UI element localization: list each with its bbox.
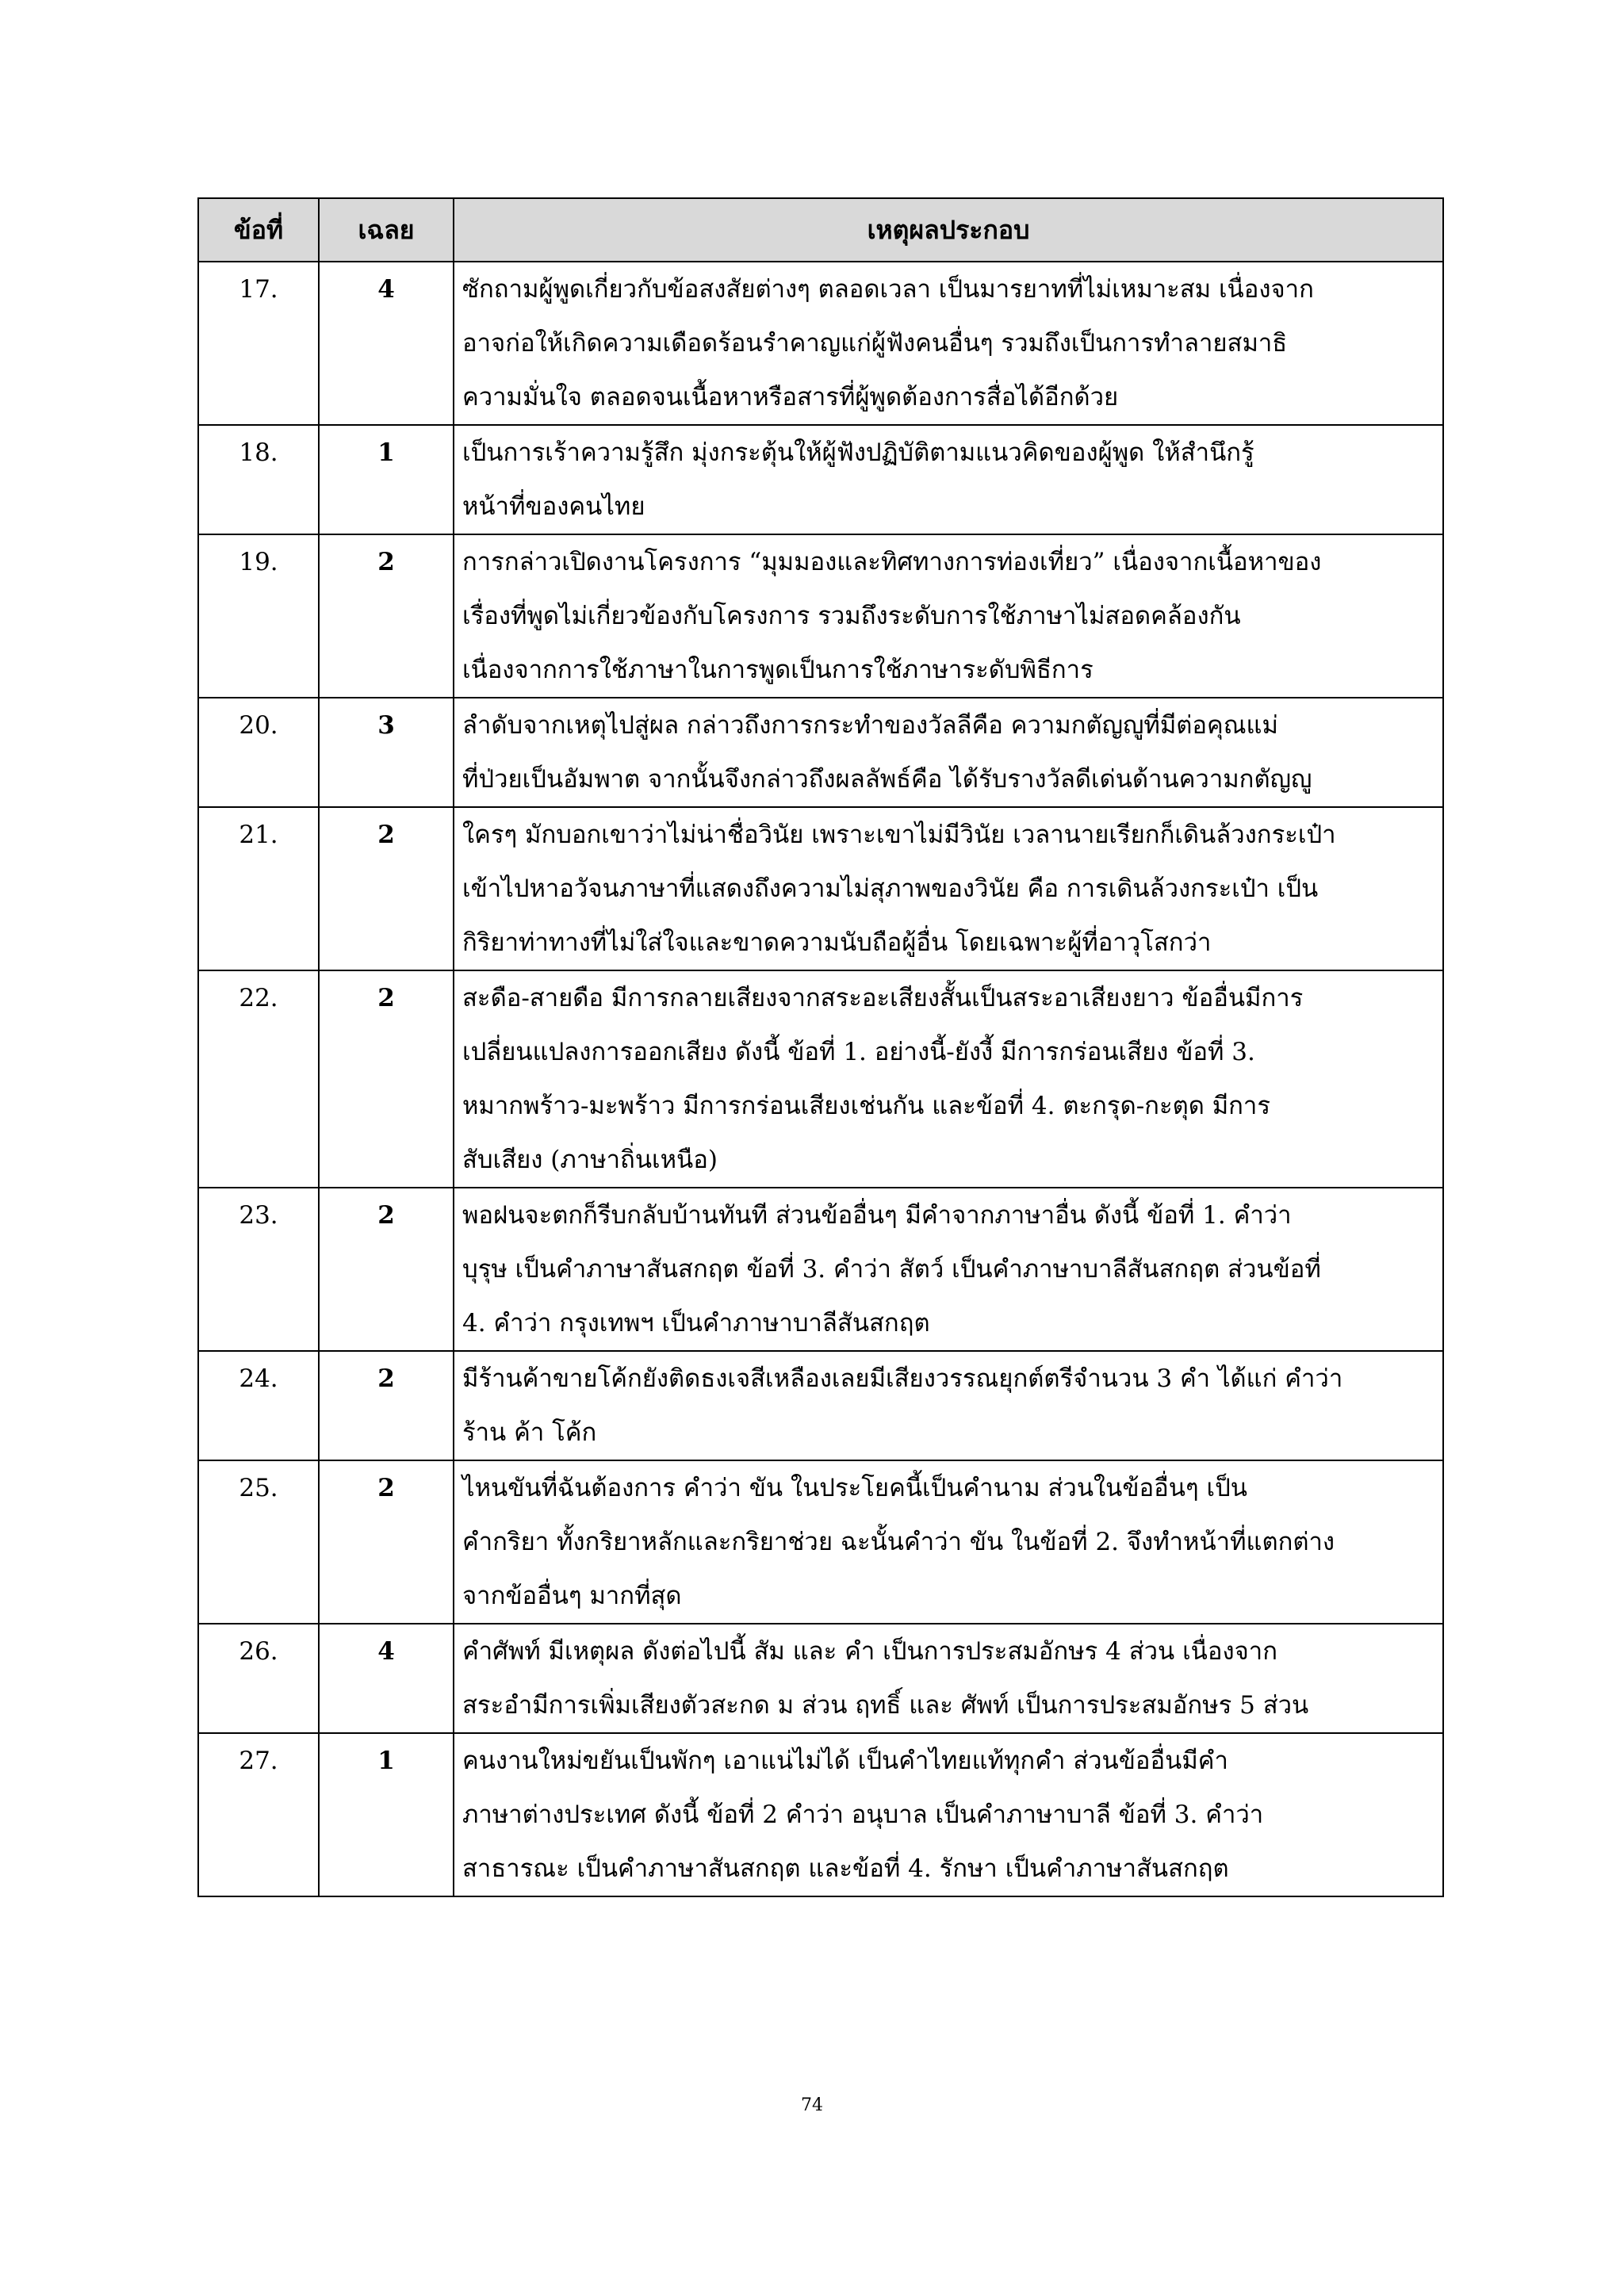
answer-cell: 1 [319, 425, 454, 534]
header-reason: เหตุผลประกอบ [454, 198, 1443, 262]
table-row [198, 970, 1443, 1188]
reason-cell: ลำดับจากเหตุไปสู่ผล กล่าวถึงการกระทำของวัลลีคือ ความกตัญญูที่มีต่อคุณแม่ ที่ป่วยเป็นอัมพาต จากนั้นจึงกล่าวถึงผลลัพธ์คือ ได้รับรางวัลดีเด่นด้านความกตัญญู [454, 698, 1443, 807]
question-number-cell: 18. [198, 425, 319, 534]
answer-cell: 1 [319, 1733, 454, 1896]
answer-cell: 2 [319, 970, 454, 1188]
reason-cell: สะดือ-สายดือ มีการกลายเสียงจากสระอะเสียงสั้นเป็นสระอาเสียงยาว ข้ออื่นมีการ เปลี่ยนแปลงการออกเสียง ดังนี้ ข้อที่ 1. อย่างนี้-ยังงี้ มีการกร่อนเสียง ข้อที่ 3. หมากพร้าว-มะพร้าว มีการกร่อนเสียงเช่นกัน และข้อที่ 4. ตะกรุด-กะตุด มีการ สับเสียง (ภาษาถิ่นเหนือ) [454, 970, 1443, 1188]
reason-cell: คนงานใหม่ขยันเป็นพักๆ เอาแน่ไม่ได้ เป็นคำไทยแท้ทุกคำ ส่วนข้ออื่นมีคำ ภาษาต่างประเทศ ดังนี้ ข้อที่ 2 คำว่า อนุบาล เป็นคำภาษาบาลี ข้อที่ 3. คำว่า สาธารณะ เป็นคำภาษาสันสกฤต และข้อที่ 4. รักษา เป็นคำภาษาสันสกฤต [454, 1733, 1443, 1896]
header-question-number: ข้อที่ [198, 198, 319, 262]
question-number-cell: 26. [198, 1624, 319, 1733]
question-number-cell: 20. [198, 698, 319, 807]
answer-key-table [197, 197, 1444, 1897]
header-row [198, 198, 1443, 262]
table-row [198, 698, 1443, 807]
reason-cell: ใครๆ มักบอกเขาว่าไม่น่าชื่อวินัย เพราะเขาไม่มีวินัย เวลานายเรียกก็เดินล้วงกระเป๋า เข้าไปหาอวัจนภาษาที่แสดงถึงความไม่สุภาพของวินัย คือ การเดินล้วงกระเป๋า เป็น กิริยาท่าทางที่ไม่ใส่ใจและขาดความนับถือผู้อื่น โดยเฉพาะผู้ที่อาวุโสกว่า [454, 807, 1443, 970]
table-row [198, 1460, 1443, 1624]
page-number: 74 [801, 2095, 823, 2115]
answer-cell: 3 [319, 698, 454, 807]
table-row [198, 1624, 1443, 1733]
question-number-cell: 21. [198, 807, 319, 970]
answer-cell: 4 [319, 262, 454, 425]
reason-cell: เป็นการเร้าความรู้สึก มุ่งกระตุ้นให้ผู้ฟังปฏิบัติตามแนวคิดของผู้พูด ให้สำนึกรู้ หน้าที่ของคนไทย [454, 425, 1443, 534]
reason-cell: คำศัพท์ มีเหตุผล ดังต่อไปนี้ สัม และ คำ เป็นการประสมอักษร 4 ส่วน เนื่องจาก สระอำมีการเพิ่มเสียงตัวสะกด ม ส่วน ฤทธิ์ และ ศัพท์ เป็นการประสมอักษร 5 ส่วน [454, 1624, 1443, 1733]
question-number-cell: 22. [198, 970, 319, 1188]
reason-cell: พอฝนจะตกก็รีบกลับบ้านทันที ส่วนข้ออื่นๆ มีคำจากภาษาอื่น ดังนี้ ข้อที่ 1. คำว่า บุรุษ เป็นคำภาษาสันสกฤต ข้อที่ 3. คำว่า สัตว์ เป็นคำภาษาบาลีสันสกฤต ส่วนข้อที่ 4. คำว่า กรุงเทพฯ เป็นคำภาษาบาลีสันสกฤต [454, 1188, 1443, 1351]
table-row [198, 1188, 1443, 1351]
table-row [198, 1351, 1443, 1460]
reason-cell: มีร้านค้าขายโค้กยังติดธงเจสีเหลืองเลยมีเสียงวรรณยุกต์ตรีจำนวน 3 คำ ได้แก่ คำว่า ร้าน ค้า โค้ก [454, 1351, 1443, 1460]
question-number-cell: 17. [198, 262, 319, 425]
table-row [198, 425, 1443, 534]
table-row [198, 262, 1443, 425]
table-body [198, 262, 1443, 1896]
reason-cell: ไหนขันที่ฉันต้องการ คำว่า ขัน ในประโยคนี้เป็นคำนาม ส่วนในข้ออื่นๆ เป็น คำกริยา ทั้งกริยาหลักและกริยาช่วย ฉะนั้นคำว่า ขัน ในข้อที่ 2. จึงทำหน้าที่แตกต่าง จากข้ออื่นๆ มากที่สุด [454, 1460, 1443, 1624]
answer-cell: 2 [319, 1460, 454, 1624]
question-number-cell: 23. [198, 1188, 319, 1351]
table-row [198, 1733, 1443, 1896]
question-number-cell: 19. [198, 534, 319, 698]
table-header [198, 198, 1443, 262]
table-row [198, 807, 1443, 970]
answer-cell: 2 [319, 807, 454, 970]
answer-cell: 2 [319, 534, 454, 698]
reason-cell: การกล่าวเปิดงานโครงการ “มุมมองและทิศทางการท่องเที่ยว” เนื่องจากเนื้อหาของ เรื่องที่พูดไม่เกี่ยวข้องกับโครงการ รวมถึงระดับการใช้ภาษาไม่สอดคล้องกัน เนื่องจากการใช้ภาษาในการพูดเป็นการใช้ภาษาระดับพิธีการ [454, 534, 1443, 698]
header-answer: เฉลย [319, 198, 454, 262]
reason-cell: ซักถามผู้พูดเกี่ยวกับข้อสงสัยต่างๆ ตลอดเวลา เป็นมารยาทที่ไม่เหมาะสม เนื่องจาก อาจก่อให้เกิดความเดือดร้อนรำคาญแก่ผู้ฟังคนอื่นๆ รวมถึงเป็นการทำลายสมาธิ ความมั่นใจ ตลอดจนเนื้อหาหรือสารที่ผู้พูดต้องการสื่อได้อีกด้วย [454, 262, 1443, 425]
question-number-cell: 25. [198, 1460, 319, 1624]
answer-cell: 2 [319, 1188, 454, 1351]
table-row [198, 534, 1443, 698]
answer-cell: 4 [319, 1624, 454, 1733]
question-number-cell: 27. [198, 1733, 319, 1896]
answer-cell: 2 [319, 1351, 454, 1460]
question-number-cell: 24. [198, 1351, 319, 1460]
